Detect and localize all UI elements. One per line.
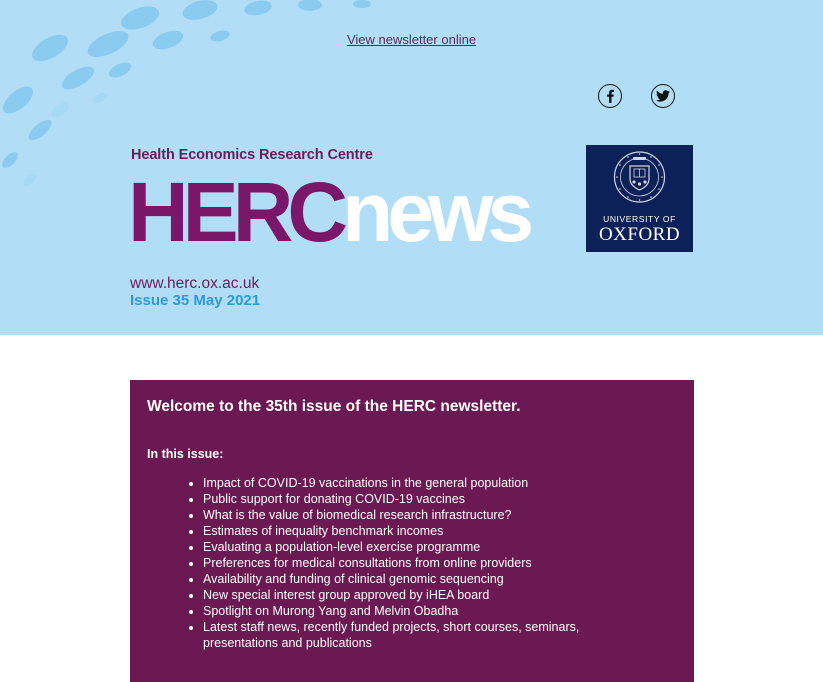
list-item: • Spotlight on Murong Yang and Melvin Obadha xyxy=(203,603,643,619)
newsletter-header xyxy=(0,0,823,335)
oxford-crest-icon xyxy=(613,149,666,209)
view-newsletter-online-link[interactable]: View newsletter online xyxy=(346,32,477,47)
twitter-glyph xyxy=(656,90,670,102)
list-item: • What is the value of biomedical research infrastructure? xyxy=(203,507,643,523)
oxford-logo-line1: UNIVERSITY OF xyxy=(603,214,676,224)
list-item: • Preferences for medical consultations from online providers xyxy=(203,555,643,571)
wordmark-herc: HERC xyxy=(128,165,343,259)
list-item: • Availability and funding of clinical genomic sequencing xyxy=(203,571,643,587)
centre-name: Health Economics Research Centre xyxy=(131,147,373,163)
issue-contents-list xyxy=(182,475,643,651)
list-item: • Public support for donating COVID-19 vaccines xyxy=(203,491,643,507)
university-of-oxford-logo xyxy=(586,145,693,252)
issue-label: Issue 35 May 2021 xyxy=(130,292,261,309)
twitter-icon[interactable] xyxy=(651,84,675,108)
wordmark-news: news xyxy=(342,165,529,259)
facebook-glyph xyxy=(604,89,616,103)
facebook-icon[interactable] xyxy=(598,84,622,108)
oxford-logo-line2: OXFORD xyxy=(598,224,681,245)
welcome-title: Welcome to the 35th issue of the HERC newsletter. xyxy=(147,398,521,415)
herc-news-wordmark xyxy=(128,165,529,259)
welcome-panel xyxy=(130,380,694,682)
website-url: www.herc.ox.ac.uk xyxy=(130,275,260,292)
list-item: • New special interest group approved by iHEA board xyxy=(203,587,643,603)
list-item: • Evaluating a population-level exercise programme xyxy=(203,539,643,555)
list-item: • Impact of COVID-19 vaccinations in the general population xyxy=(203,475,643,491)
in-this-issue-heading: In this issue: xyxy=(147,447,224,461)
list-item: • Latest staff news, recently funded projects, short courses, seminars, presentations and publications xyxy=(203,619,643,651)
list-item: • Estimates of inequality benchmark incomes xyxy=(203,523,643,539)
